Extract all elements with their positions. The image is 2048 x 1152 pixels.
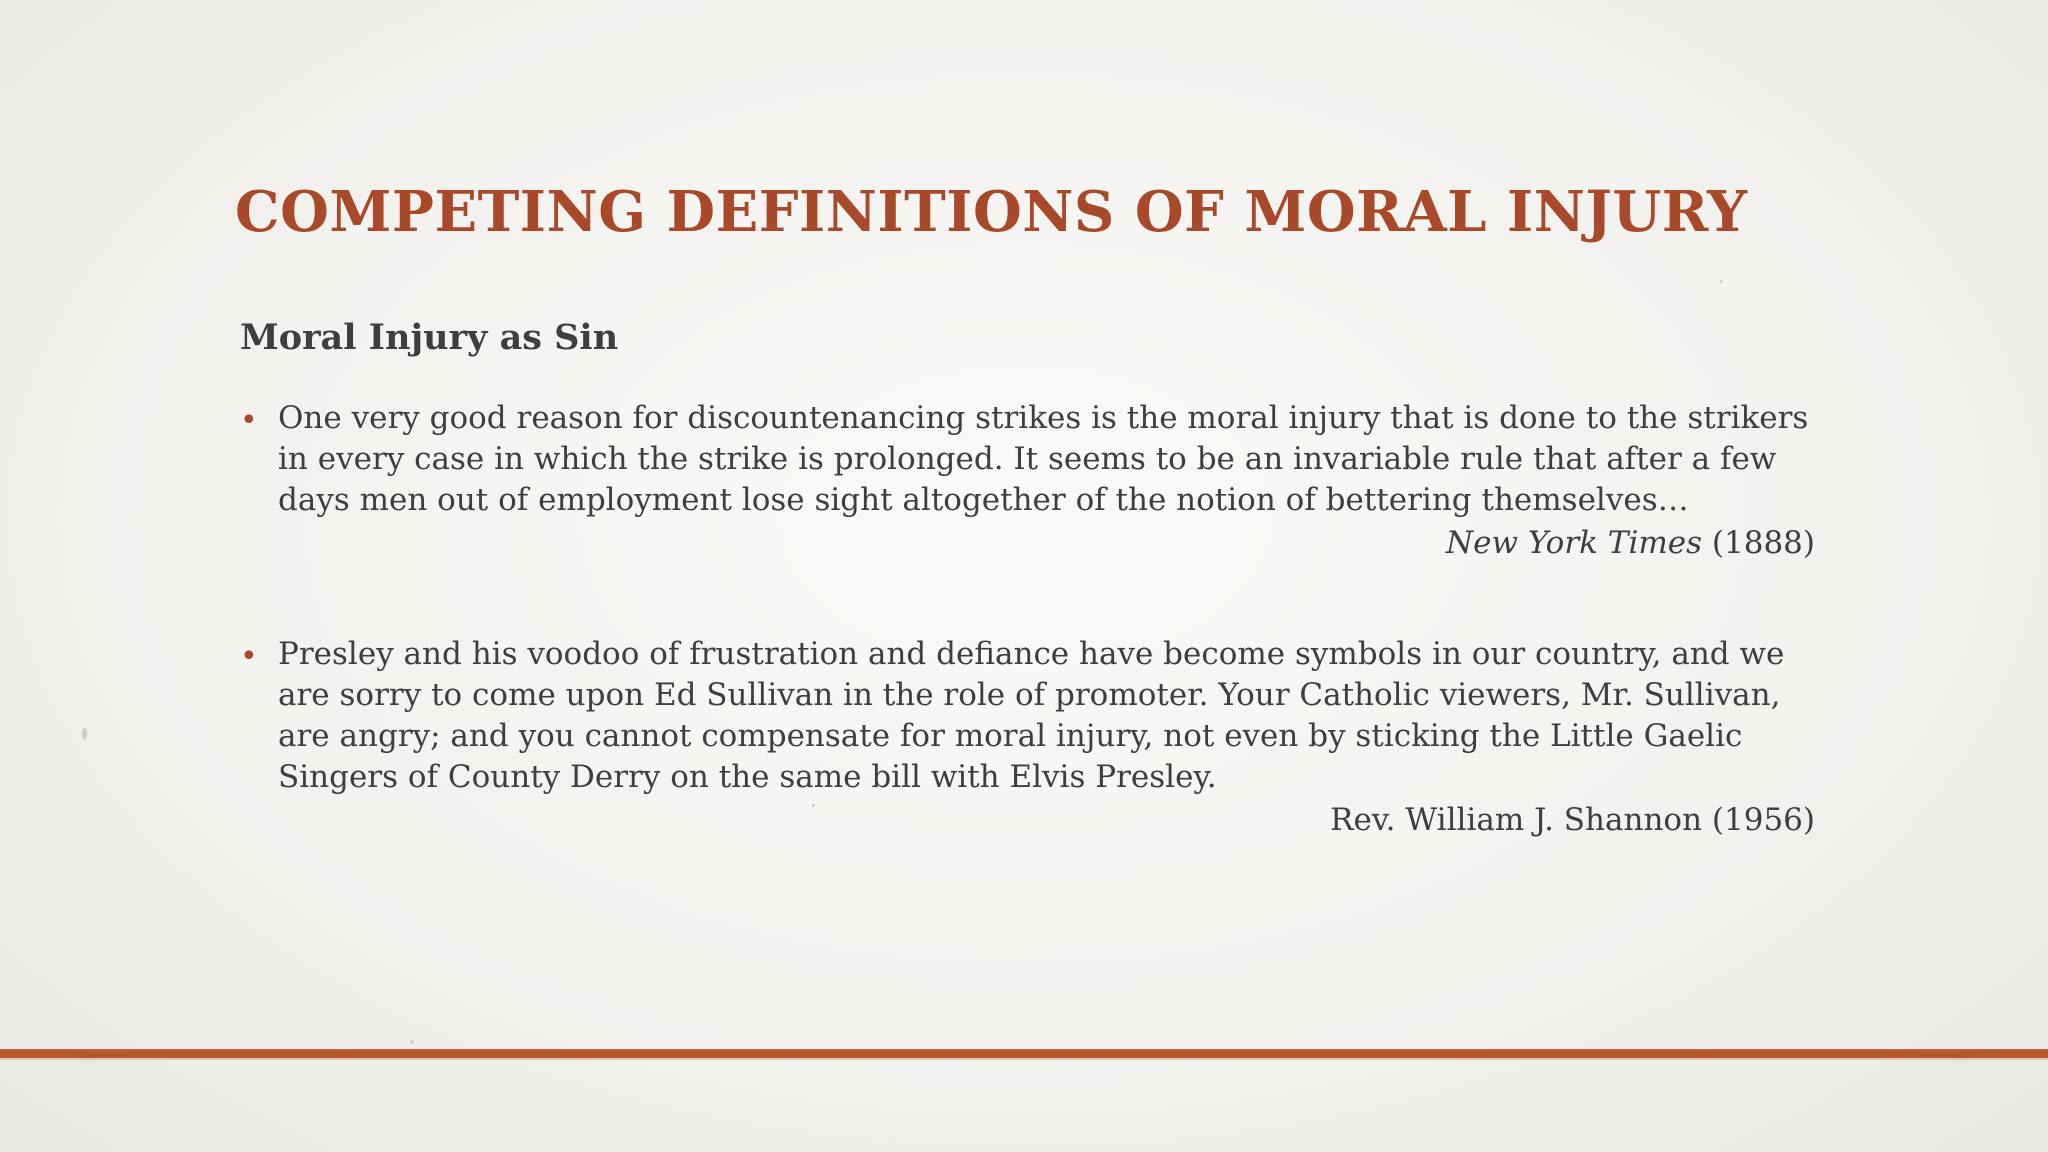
quote-text: One very good reason for discountenancing strikes is the moral injury that is done to the strikers in every case in which the strike is prolonged. It seems to be an invariable rule that after a few days men out of employment lose sight altogether of the notion of bettering themselves… — [278, 400, 1809, 518]
attribution-year: (1888) — [1711, 525, 1815, 561]
bullet-icon: • — [240, 403, 258, 438]
bullet-item-1 — [240, 398, 1815, 563]
quote-attribution — [278, 800, 1815, 840]
bottom-accent-rule — [0, 1050, 2048, 1058]
bullet-icon: • — [240, 639, 258, 674]
paper-speck — [1720, 280, 1723, 283]
attribution-year: (1956) — [1711, 802, 1815, 838]
quote-text: Presley and his voodoo of frustration and defiance have become symbols in our country, and we are sorry to come upon Ed Sullivan in the role of promoter. Your Catholic viewers, Mr. Sullivan, are angry; and you cannot compensate for moral injury, not even by sticking the Little Gaelic Singers of County Derry on the same bill with Elvis Presley. — [278, 636, 1785, 795]
quote-attribution — [278, 523, 1815, 563]
slide-title: COMPETING DEFINITIONS OF MORAL INJURY — [235, 179, 1748, 245]
paper-speck — [410, 1040, 414, 1044]
attribution-source: New York Times — [1446, 525, 1703, 561]
attribution-source: Rev. William J. Shannon — [1330, 802, 1703, 838]
bullet-item-2 — [240, 634, 1815, 840]
paper-speck — [82, 728, 87, 740]
section-subtitle: Moral Injury as Sin — [240, 317, 619, 358]
